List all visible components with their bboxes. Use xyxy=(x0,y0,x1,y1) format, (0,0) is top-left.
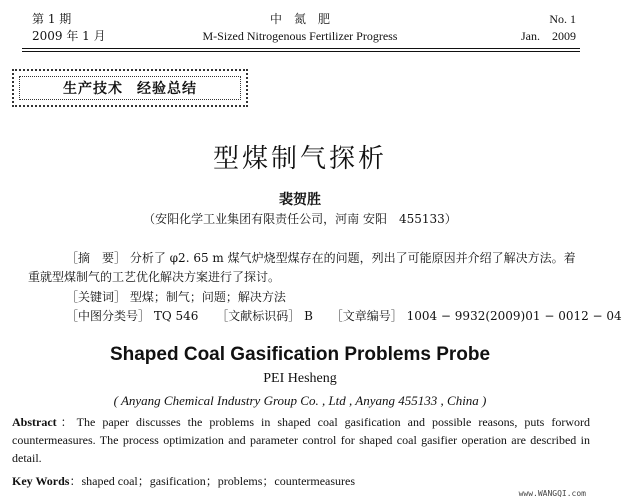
section-banner xyxy=(12,69,248,107)
abstract-cn-label: ［摘 要］ xyxy=(66,251,127,265)
keywords-cn-label: ［关键词］ xyxy=(66,290,127,304)
issue-number-cn: 第 1 期 xyxy=(32,12,72,26)
paper-title-cn: 型煤制气探析 xyxy=(212,144,387,174)
affiliation-en: ( Anyang Chemical Industry Group Co. , Ltd , Anyang 455133 , China ) xyxy=(113,393,487,408)
section-name: 生产技术 xyxy=(63,81,123,97)
abstract-en-label: Abstract xyxy=(12,415,57,429)
author-en: PEI Hesheng xyxy=(263,371,337,386)
abstract-cn xyxy=(28,249,580,287)
clc-label: ［中图分类号］ xyxy=(66,309,151,323)
date-cn: 2009 年 1 月 xyxy=(32,29,106,43)
clc-value: TQ 546 xyxy=(153,309,199,323)
author-cn: 裴贺胜 xyxy=(279,192,321,208)
watermark: www.WANGQI.com xyxy=(518,489,586,498)
keywords-en xyxy=(12,472,355,489)
abstract-cn-line1 xyxy=(28,249,580,268)
abstract-en-text: ：The paper discusses the problems in shaped coal gasification and possible reasons, puts forword countermeasures. The process optimization and parameter control for shaped coal gasifier operation are described in detail. xyxy=(12,415,590,465)
article-number-value: 1004 − 9932(2009)01 − 0012 − 04 xyxy=(406,309,622,323)
journal-title-en: M-Sized Nitrogenous Fertilizer Progress xyxy=(202,29,398,43)
header-rule-thick xyxy=(22,48,580,49)
subsection-name: 经验总结 xyxy=(137,81,197,97)
issue-number-en: No. 1 xyxy=(549,12,576,26)
keywords-cn xyxy=(66,288,286,305)
article-number-label: ［文章编号］ xyxy=(330,309,403,323)
keywords-en-label: Key Words xyxy=(12,474,70,488)
keywords-cn-text: 型煤；制气；问题；解决方法 xyxy=(129,290,286,304)
doc-code-label: ［文献标识码］ xyxy=(216,309,301,323)
date-en: Jan. 2009 xyxy=(521,29,576,43)
keywords-en-text: ：shaped coal；gasification；problems；countermeasures xyxy=(69,474,356,488)
abstract-cn-text1: 分析了 φ2. 65 m 煤气炉烧型煤存在的问题，列出了可能原因并介绍了解决方法。着 xyxy=(129,251,576,265)
abstract-cn-line2: 重就型煤制气的工艺优化解决方案进行了探讨。 xyxy=(28,270,281,284)
classification-line xyxy=(66,307,622,324)
paper-title-en: Shaped Coal Gasification Problems Probe xyxy=(109,344,491,365)
abstract-en xyxy=(12,413,590,467)
doc-code-value: B xyxy=(304,309,313,323)
journal-title-cn: 中 氮 肥 xyxy=(269,12,330,26)
header-rule-thin xyxy=(22,51,580,52)
affiliation-cn: （安阳化学工业集团有限责任公司，河南 安阳 455133） xyxy=(143,212,457,226)
section-banner-text xyxy=(14,71,246,105)
